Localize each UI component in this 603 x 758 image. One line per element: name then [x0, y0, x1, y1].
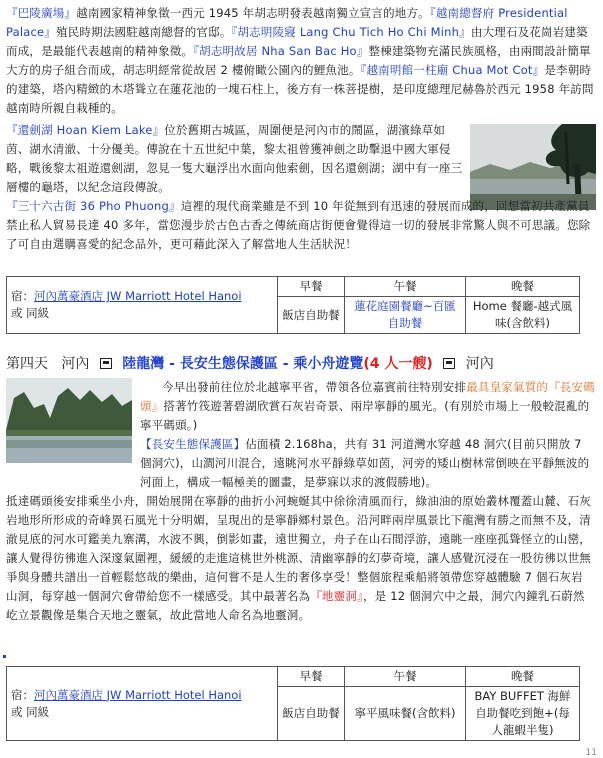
header-lunch: 午餐: [345, 277, 466, 297]
place-hoan-kiem: 『還劍湖 Hoan Kiem Lake』: [6, 123, 165, 137]
header-lunch: 午餐: [345, 667, 466, 687]
header-breakfast: 早餐: [278, 667, 345, 687]
header-dinner: 晚餐: [466, 277, 580, 297]
desc-36-streets: 這裡的現代商業雖是不到 10 年從無到有迅速的發展而成的，回想當初共產黨員禁止私人貿易長達 40 多年，當您漫步於古色古香之傳統商店街便會覺得這一切的發展非常驚人與不可思議。您除了可自由選購喜愛的紀念品外，更可藉此深入了解當地人生活狀況！: [6, 199, 591, 251]
hotel-link[interactable]: 河內萬豪酒店 JW Marriott Hotel Hanoi: [34, 289, 242, 303]
page-number: 11: [585, 748, 597, 758]
place-one-pillar: 『越南明館一柱廟 Chua Mot Cot』: [360, 63, 545, 77]
desc-mausoleum: 由大理石及花崗岩建築而成，是最能代表越南的精神象徵。: [6, 25, 588, 58]
paragraph-hoan-kiem: [6, 121, 464, 197]
hotel-prefix: 宿：: [11, 687, 34, 702]
car-icon: [443, 358, 455, 369]
header-breakfast: 早餐: [278, 277, 345, 297]
dinner-value: BAY BUFFET 海鮮自助餐吃到飽+(每人龍蝦半隻): [466, 687, 580, 741]
hotel-suffix: 或 同級: [11, 306, 50, 320]
desc-one-pillar: 是李朝時的建築，塔內精緻的木塔聳立在蓮花池的一塊石柱上，後方有一株菩提樹，是印度總理尼赫魯於西元 1958 年訪問越南時所親自栽種的。: [6, 63, 594, 115]
desc-palace: 殖民時期法國駐越南總督的官邸。: [56, 25, 232, 39]
paragraph-reserve: [140, 435, 596, 492]
desc-dia-linh-cave: ，是 12 個洞穴中之最，洞穴內鐘乳石蔚然屹立景觀像是集合天地之靈氣，故此當地人命名為地靈洞。: [6, 589, 585, 622]
hotel-cell: [7, 667, 278, 741]
place-trang-an-pier: 最具皇家氣質的『長安碼頭』: [140, 380, 595, 413]
place-36-streets: 『三十六古街 36 Pho Phuong』: [6, 199, 181, 213]
breakfast-value: 飯店自助餐: [278, 297, 345, 334]
desc-trang-an-intro: 今早出發前往位於北越寧平省，帶領各位嘉賓前往特別安排: [162, 380, 467, 394]
place-ho-house: 『胡志明故居 Nha San Bac Ho』: [193, 44, 369, 58]
paragraph-boat-tour: [6, 492, 594, 625]
place-presidential-palace: 『越南總督府 Presidential Palace』: [6, 6, 568, 39]
meal-table-day4: [6, 666, 580, 741]
header-dinner: 晚餐: [466, 667, 580, 687]
day-heading: [6, 353, 596, 373]
section-marker: [3, 655, 6, 658]
desc-hoan-kiem: 位於舊期古城區，周圍便是河內市的鬧區，湖濱綠草如茵、湖水清澈、十分優美。傳說在十五世紀中葉，黎太祖曾獲神劍之助擊退中國大軍侵略，戰後黎太祖遊還劍湖，忽見一隻大龜浮出水面向他索劍，因名還劍湖；湖中有一座三層樓的龜塔，以紀念這段傳說。: [6, 123, 463, 194]
paragraph-36-streets: [6, 197, 594, 254]
river-photo: [6, 378, 132, 463]
hotel-suffix: 或 同級: [11, 704, 50, 719]
day-route: 陸龍灣 - 長安生態保護區 - 乘小舟遊覽: [122, 356, 364, 372]
desc-trang-an-boat: 搭著竹筏遊著碧湖欣賞石灰岩奇景、兩岸寧靜的風光。(有別於市場上一般較混亂的寧平碼頭。): [140, 399, 590, 432]
day-from: 河內: [61, 356, 90, 372]
desc-boat-tour: 抵達碼頭後安排乘坐小舟，開始展開在寧靜的曲折小河蜿蜒其中徐徐清風而行，綠油油的原始叢林覆蓋山麓、石灰岩地形所形成的奇峰異石風光十分明媚，呈現出的是寧靜鄉村景色。沿河畔兩岸風景比下龍灣有勝之而無不及，清澈見底的河水可鑑美九寨溝，水波不興，倒影如畫，遠世獨立，舟子在山石間浮游，遠眺一座座孤聳怪立的山巒，讓人覺得彷彿進入深邃氣圍裡，緩緩的走進這桃世外桃源、清幽寧靜的幻夢奇境，讓人感覺沉浸在一股彷彿以世無爭與身體共譜出一首輕鬆悠哉的樂曲，這何嘗不是人生的奢侈享受！整個旅程乘船將領帶您穿越體驗 7 個石灰岩山洞，每穿越一個洞穴會帶給您不一樣感受。其中最著名為: [6, 494, 591, 603]
desc-ba-dinh: 越南國家精神象徵一西元 1945 年胡志明發表越南獨立宣言的地方。: [76, 6, 430, 20]
lunch-value: 寧平風味餐(含飲料): [345, 687, 466, 741]
meal-table-day3: [6, 276, 580, 334]
day-to: 河內: [465, 356, 494, 372]
dinner-value: Home 餐廳-越式風味(含飲料): [466, 297, 580, 334]
place-mausoleum: 『胡志明陵寢 Lang Chu Tich Ho Chi Minh』: [231, 25, 471, 39]
place-reserve: 【長安生態保護區】: [140, 437, 246, 451]
place-ba-dinh: 『巴陵廣場』: [6, 6, 77, 20]
lunch-value: 蓮花庭園餐廳~百匯自助餐: [345, 297, 466, 334]
desc-ho-house: 整棟建築物充滿民族風格，由兩間設計簡單大方的房子組合而成，胡志明經常從故居 2 樓俯瞰公園內的鯉魚池。: [6, 44, 591, 77]
day-label: 第四天: [6, 356, 48, 372]
hotel-prefix: 宿：: [11, 289, 34, 303]
car-icon: [100, 358, 112, 369]
breakfast-value: 飯店自助餐: [278, 687, 345, 741]
hotel-link[interactable]: 河內萬豪酒店 JW Marriott Hotel Hanoi: [34, 687, 242, 702]
paragraph-sights-1: [6, 4, 594, 118]
desc-reserve: 佔面積 2.168ha，共有 31 河道灣水穿越 48 洞穴(目前只開放 7 個洞穴)，山澗河川混合，遠眺河水平靜綠草如茵，河旁的矮山樹林常倒映在平靜無波的河面上，構成一幅極美的圖畫，是夢寐以求的渡假勝地)。: [140, 437, 590, 489]
day-boat-note: (4 人一艘): [363, 356, 433, 372]
place-dia-linh-cave: 『地靈洞』: [310, 589, 363, 603]
paragraph-trang-an: [140, 378, 596, 435]
hotel-cell: [7, 277, 278, 334]
